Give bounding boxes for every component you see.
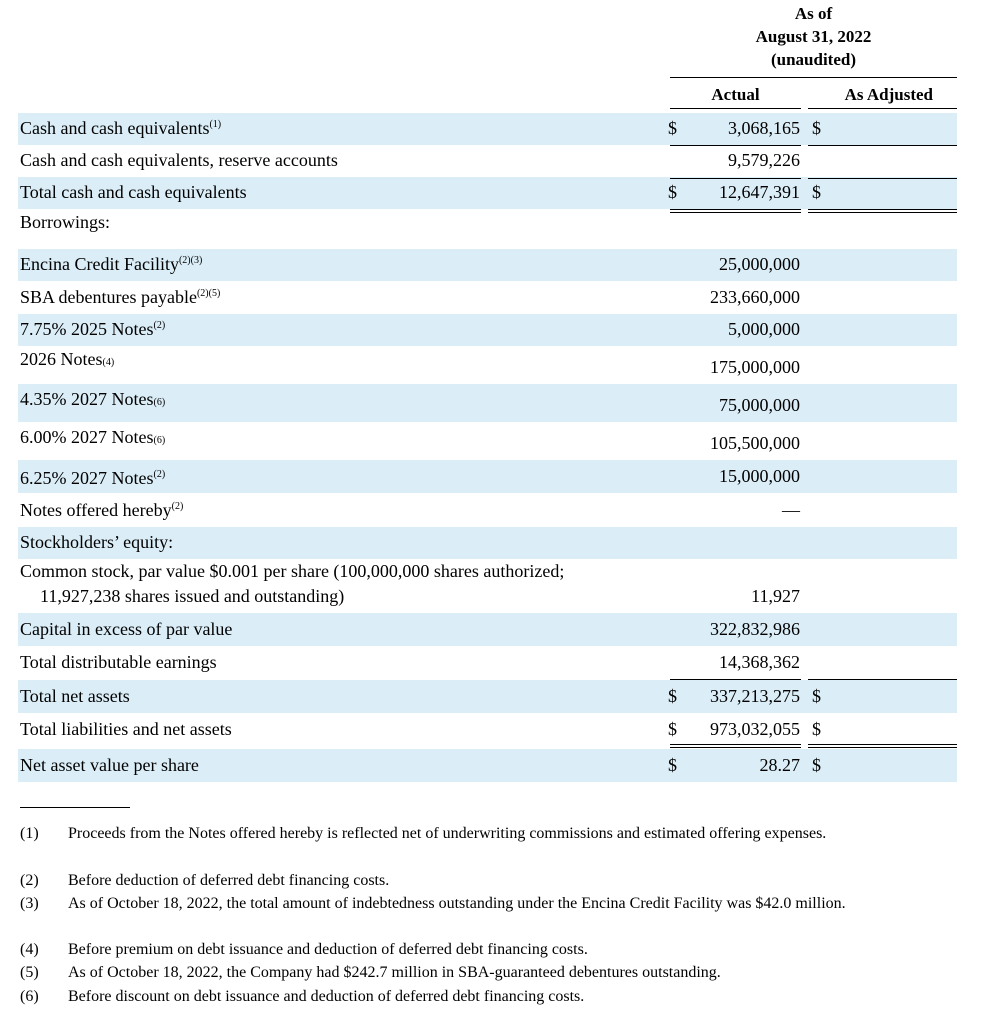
footnote (20, 961, 957, 984)
column-header-as-adjusted: As Adjusted (844, 85, 933, 104)
section-row (18, 209, 957, 239)
actual-value: 15,000,000 (719, 466, 800, 486)
actual-value: 175,000,000 (710, 357, 800, 377)
actual-value: 25,000,000 (719, 254, 800, 274)
actual-value: 75,000,000 (719, 395, 800, 415)
row-label: Total cash and cash equivalents (20, 182, 247, 202)
footnote-text: Before deduction of deferred debt financing costs. (68, 872, 390, 889)
actual-value: — (782, 500, 800, 520)
double-rule-actual (670, 209, 801, 213)
header-date: August 31, 2022 (755, 27, 872, 46)
table-row (18, 249, 957, 281)
actual-value: 14,368,362 (719, 652, 800, 672)
footnote-number: (3) (20, 895, 39, 912)
footnote-text: Before discount on debt issuance and deduction of deferred debt financing costs. (68, 988, 585, 1005)
table-row (18, 314, 957, 346)
table-row (18, 145, 957, 177)
row-label: SBA debentures payable$^{(2)(5)}$ (20, 287, 221, 307)
row-label: Total net assets (20, 686, 130, 706)
footnote-number: (6) (20, 988, 39, 1005)
currency-symbol: $ (668, 719, 677, 739)
actual-value: 9,579,226 (728, 150, 800, 170)
row-label: 7.75% 2025 Notes$^{(2)}$ (20, 319, 166, 339)
row-label-line2: 11,927,238 shares issued and outstanding) (40, 586, 345, 606)
footnote-number: (5) (20, 964, 39, 981)
table-row (18, 749, 957, 782)
actual-value: 322,832,986 (710, 619, 800, 639)
header-rule (670, 77, 957, 78)
row-label: Encina Credit Facility$^{(2)(3)}$ (20, 254, 203, 274)
column-header-actual: Actual (711, 85, 760, 104)
row-label: Cash and cash equivalents$^{(1)}$ (20, 118, 222, 138)
net-assets-rule-adjusted (808, 679, 957, 680)
actual-value: 5,000,000 (728, 319, 800, 339)
actual-value: 973,032,055 (710, 719, 800, 739)
row-label: 4.35% 2027 Notes(6) (20, 389, 166, 409)
table-row (18, 281, 957, 314)
footnote-text: Proceeds from the Notes offered hereby is reflected net of underwriting commissions and estimated offering expenses. (68, 825, 827, 842)
net-assets-rule-actual (670, 679, 801, 680)
table-row (18, 646, 957, 679)
footnote (20, 869, 957, 892)
double-rule-actual (670, 744, 801, 748)
adjusted-currency-symbol: $ (812, 719, 821, 739)
table-row (18, 559, 957, 613)
currency-symbol: $ (668, 686, 677, 706)
footnote-rule (20, 807, 130, 808)
table-row (18, 460, 957, 493)
actual-value: 28.27 (759, 755, 800, 775)
actual-value: 3,068,165 (728, 118, 800, 138)
header-unaudited: (unaudited) (770, 50, 857, 69)
actual-value: 11,927 (751, 586, 800, 606)
section-label: Borrowings: (20, 212, 110, 232)
row-label: Net asset value per share (20, 755, 199, 775)
table-row (18, 493, 957, 527)
row-label: Total distributable earnings (20, 652, 217, 672)
footnote-text: As of October 18, 2022, the total amount of indebtedness outstanding under the Encina Credit Facility was $42.0 million. (68, 895, 846, 912)
header-as-of: As of (794, 4, 833, 23)
footnote (20, 892, 957, 938)
adjusted-currency-symbol: $ (812, 755, 821, 775)
as-adjusted-column-rule (808, 108, 957, 109)
total-rule-actual (670, 145, 801, 146)
table-row (18, 384, 957, 422)
row-label: Notes offered hereby$^{(2)}$ (20, 500, 184, 520)
footnote (20, 822, 957, 868)
table-row (18, 177, 957, 209)
table-row (18, 613, 957, 646)
currency-symbol: $ (668, 182, 677, 202)
double-rule-adjusted (808, 209, 957, 213)
footnote (20, 985, 957, 1008)
adjusted-currency-symbol: $ (812, 182, 821, 202)
row-label: 6.00% 2027 Notes(6) (20, 427, 166, 447)
table-row (18, 113, 957, 145)
actual-value: 105,500,000 (710, 433, 800, 453)
footnote-number: (4) (20, 941, 39, 958)
adjusted-currency-symbol: $ (812, 118, 821, 138)
row-label: Total liabilities and net assets (20, 719, 232, 739)
row-label: 2026 Notes(4) (20, 349, 115, 369)
table-row (18, 680, 957, 713)
adjusted-currency-symbol: $ (812, 686, 821, 706)
column-group-header (670, 0, 957, 80)
total-rule-adjusted (808, 145, 957, 146)
footnote-number: (2) (20, 872, 39, 889)
actual-value: 337,213,275 (710, 686, 800, 706)
row-label: Capital in excess of par value (20, 619, 233, 639)
subtotal-rule-actual (670, 178, 801, 179)
footnote (20, 938, 957, 961)
actual-value: 12,647,391 (719, 182, 800, 202)
table-row (18, 422, 957, 460)
currency-symbol: $ (668, 755, 677, 775)
actual-column-rule (670, 108, 801, 109)
table-row (18, 713, 957, 746)
table-row (18, 346, 957, 384)
footnote-number: (1) (20, 825, 39, 842)
row-label: Cash and cash equivalents, reserve accounts (20, 150, 338, 170)
section-row (18, 527, 957, 559)
row-label: 6.25% 2027 Notes$^{(2)}$ (20, 468, 166, 488)
subtotal-rule-adjusted (808, 178, 957, 179)
currency-symbol: $ (668, 118, 677, 138)
footnote-text: Before premium on debt issuance and deduction of deferred debt financing costs. (68, 941, 588, 958)
actual-value: 233,660,000 (710, 287, 800, 307)
footnote-text: As of October 18, 2022, the Company had $242.7 million in SBA-guaranteed debentures outstanding. (68, 964, 721, 981)
double-rule-adjusted (808, 744, 957, 748)
section-label: Stockholders’ equity: (20, 532, 174, 552)
row-label-line1: Common stock, par value $0.001 per share (100,000,000 shares authorized; (20, 561, 565, 581)
